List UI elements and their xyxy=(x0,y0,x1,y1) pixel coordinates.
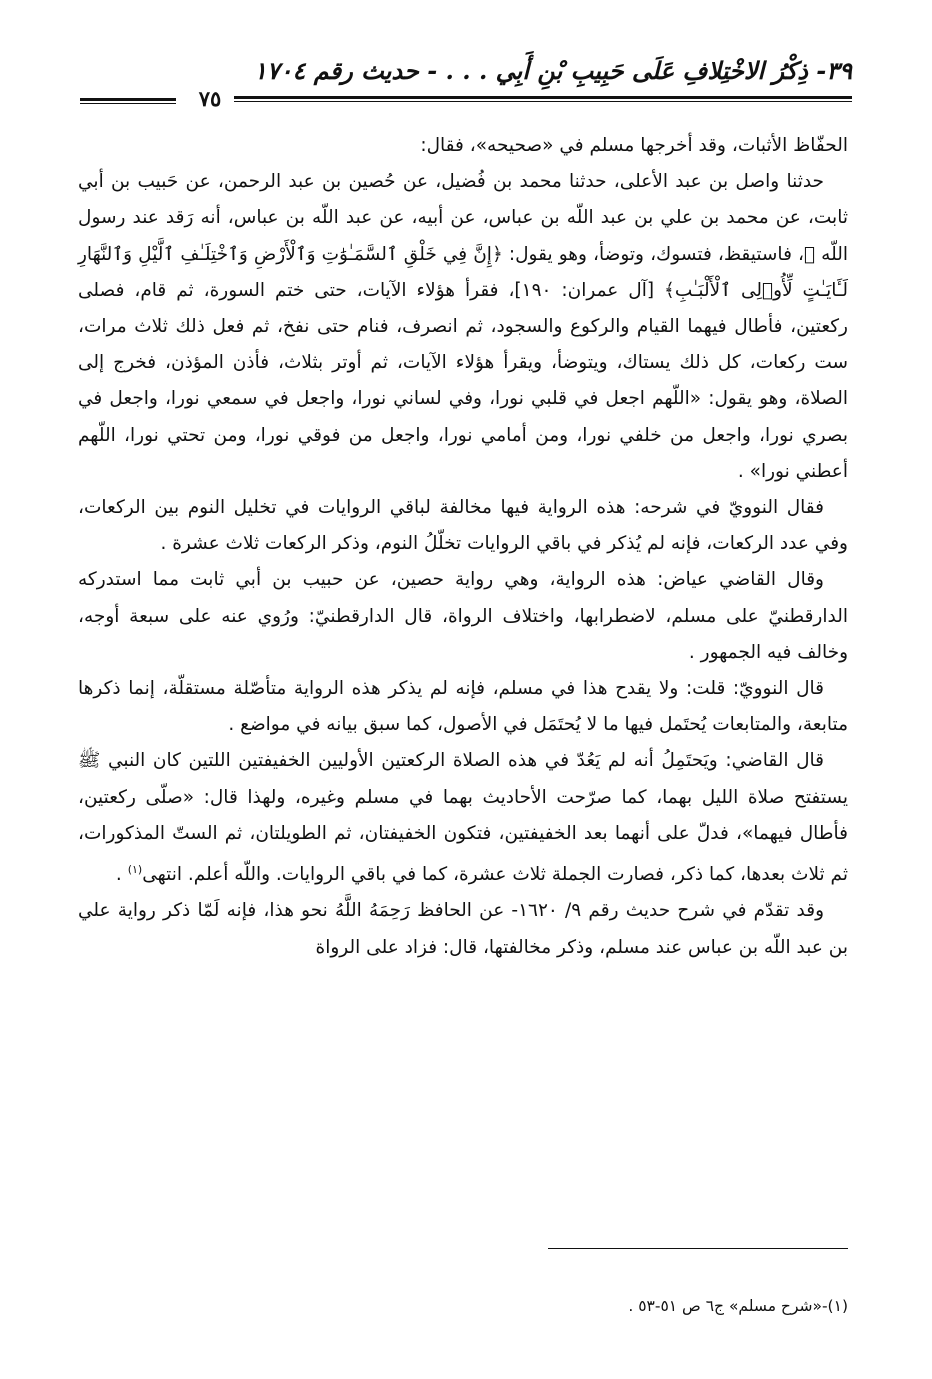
footnote-marker: (١) xyxy=(127,863,143,877)
header-left-rule xyxy=(80,98,176,104)
paragraph: فقال النوويّ في شرحه: هذه الرواية فيها مخالفة لباقي الروايات في تخليل النوم بين الركعات، وفي عدد الركعات، فإنه لم يُذكر في باقي الروايات تخلّلُ النوم، وذكر الركعات ثلاث عشرة . xyxy=(78,497,848,555)
chapter-title: ٣٩- ذِكْرُ الاخْتِلافِ عَلَى حَبِيبِ بْنِ أَبِي . . . - حديث رقم ١٧٠٤ xyxy=(253,56,852,85)
footnote-separator xyxy=(548,1248,848,1249)
paragraph-text: قال القاضي: ويَحتَمِلُ أنه لم يَعُدّ في هذه الصلاة الركعتين الأوليين الخفيفتين اللتين كان النبي ﷺ يستفتح صلاة الليل بهما، كما صرّحت الأحاديث بهما في مسلم وغيره، ولهذا قال: «صلّى ركعتين، فأطال فيهما»، فدلّ على أنهما بعد الخفيفتين، فتكون الخفيفتان، ثم الطويلتان، ثم الستّ المذكورات، ثم ثلاث بعدها، كما ذكر، فصارت الجملة ثلاث عشرة، كما في باقي الروايات. واللّه أعلم. انتهى xyxy=(78,750,848,886)
paragraph: وقد تقدّم في شرح حديث رقم ٩/ ١٦٢٠- عن الحافظ رَحِمَهُ اللَّهُ نحو هذا، فإنه لَمّا ذكر رواية علي بن عبد اللّه بن عباس عند مسلم، وذكر مخالفتها، قال: فزاد على الرواة xyxy=(78,900,848,958)
paragraph: الحفّاظ الأثبات، وقد أخرجها مسلم في «صحيحه»، فقال: xyxy=(420,135,848,156)
running-header xyxy=(80,52,852,112)
paragraph: قال القاضي: ويَحتَمِلُ أنه لم يَعُدّ في هذه الصلاة الركعتين الأوليين الخفيفتين اللتين كان النبي ﷺ يستفتح صلاة الليل بهما، كما صرّحت الأحاديث بهما في مسلم وغيره، ولهذا قال: «صلّى ركعتين، فأطال فيهما»، فدلّ على أنهما بعد الخفيفتين، فتكون الخفيفتان، ثم الطويلتان، ثم الستّ المذكورات، ثم ثلاث بعدها، كما ذكر، فصارت الجملة ثلاث عشرة، كما في باقي الروايات. واللّه أعلم. انتهى$^{(١)}$ . xyxy=(78,750,848,886)
page-number: ٧٥ xyxy=(198,86,222,111)
main-text xyxy=(78,128,848,966)
footnote: (١)-«شرح مسلم» ج٦ ص ٥١-٥٣ . xyxy=(628,1297,848,1315)
paragraph: وقال القاضي عياض: هذه الرواية، وهي رواية حصين، عن حبيب بن أبي ثابت مما استدركه الدارقطنيّ على مسلم، لاضطرابها، واختلاف الرواة، قال الدارقطنيّ: ورُوي عنه على سبعة أوجه، وخالف فيه الجمهور . xyxy=(78,569,848,663)
paragraph: قال النوويّ: قلت: ولا يقدح هذا في مسلم، فإنه لم يذكر هذه الرواية متأصّلة مستقلّة، إنما ذكرها متابعة، والمتابعات يُحتَمل فيها ما لا يُحتَمَل في الأصول، كما سبق بيانه في مواضع . xyxy=(78,678,848,736)
header-rule xyxy=(234,96,852,102)
paragraph: حدثنا واصل بن عبد الأعلى، حدثنا محمد بن فُضيل، عن حُصين بن عبد الرحمن، عن حَبيب بن أبي ثابت، عن محمد بن علي بن عبد اللّه بن عباس، عن أبيه، عن عبد اللّه بن عباس، أنه رَقد عند رسول اللّه ﷺ، فاستيقظ، فتسوك، وتوضأ، وهو يقول: ﴿إِنَّ فِي خَلْقِ ٱلسَّمَـٰوَٰتِ وَٱلْأَرْضِ وَٱخْتِلَـٰفِ ٱلَّيْلِ وَٱلنَّهَارِ لَـَٔايَـٰتٍ لِّأُو۟لِى ٱلْأَلْبَـٰبِ﴾ [آل عمران: ١٩٠]، فقرأ هؤلاء الآيات، حتى ختم السورة، ثم قام، فصلى ركعتين، فأطال فيهما القيام والركوع والسجود، ثم انصرف، فنام حتى نفخ، ثم فعل ذلك ثلاث مرات، ست ركعات، كل ذلك يستاك، ويتوضأ، ويقرأ هؤلاء الآيات، ثم أوتر بثلاث، فأذن المؤذن، فخرج إلى الصلاة، وهو يقول: «اللّهم اجعل في قلبي نورا، وفي لساني نورا، واجعل في سمعي نورا، واجعل في بصري نورا، واجعل من خلفي نورا، ومن أمامي نورا، واجعل من فوقي نورا، ومن تحتي نورا، اللّهم أعطني نورا» . xyxy=(78,171,848,482)
